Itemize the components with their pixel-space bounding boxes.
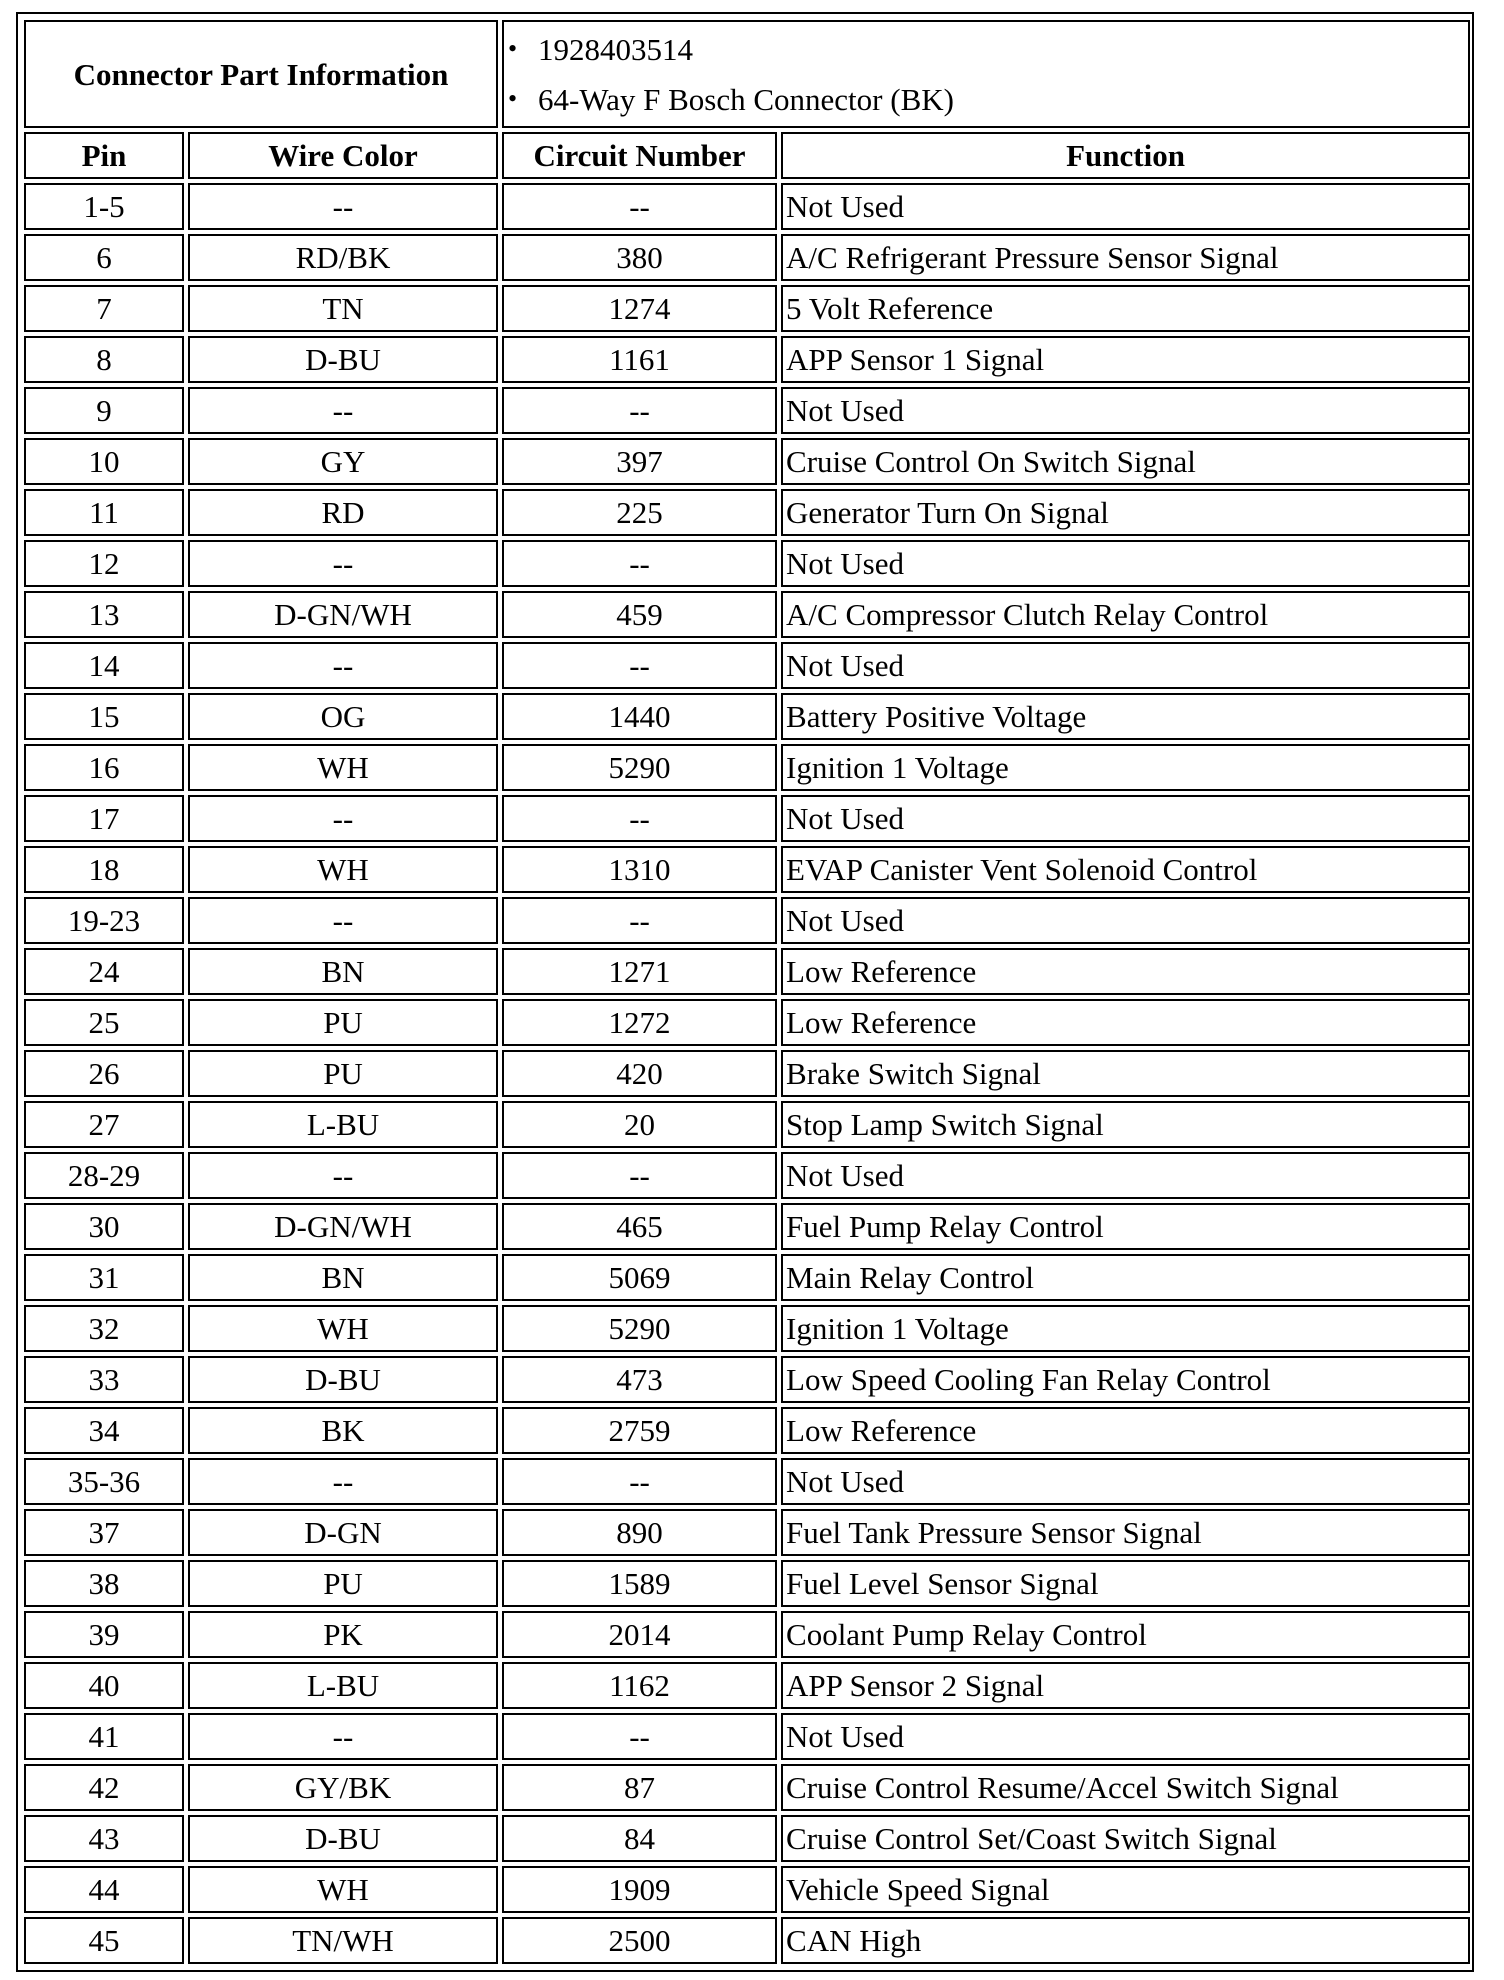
circuit-number-cell: 225	[502, 489, 777, 536]
circuit-number-cell: --	[502, 642, 777, 689]
table-row	[24, 846, 1470, 893]
connector-info-row	[24, 20, 1470, 128]
table-row	[24, 591, 1470, 638]
wire-color-cell: --	[188, 642, 498, 689]
pin-cell: 33	[24, 1356, 184, 1403]
wire-color-cell: WH	[188, 1305, 498, 1352]
pin-cell: 12	[24, 540, 184, 587]
pin-cell: 26	[24, 1050, 184, 1097]
table-row	[24, 336, 1470, 383]
circuit-number-cell: --	[502, 1458, 777, 1505]
wire-color-cell: --	[188, 1713, 498, 1760]
circuit-number-cell: --	[502, 1152, 777, 1199]
pin-cell: 16	[24, 744, 184, 791]
circuit-number-cell: 84	[502, 1815, 777, 1862]
wire-color-cell: PU	[188, 1050, 498, 1097]
circuit-number-cell: 1162	[502, 1662, 777, 1709]
wire-color-cell: WH	[188, 846, 498, 893]
pin-cell: 14	[24, 642, 184, 689]
pin-cell: 43	[24, 1815, 184, 1862]
wire-color-cell: --	[188, 897, 498, 944]
wire-color-cell: GY	[188, 438, 498, 485]
circuit-number-cell: 380	[502, 234, 777, 281]
circuit-number-cell: 1909	[502, 1866, 777, 1913]
connector-info-item	[508, 74, 1464, 124]
circuit-number-cell: 1161	[502, 336, 777, 383]
pinout-table	[20, 16, 1474, 1968]
function-cell: Cruise Control On Switch Signal	[781, 438, 1470, 485]
circuit-number-cell: 397	[502, 438, 777, 485]
wire-color-cell: L-BU	[188, 1101, 498, 1148]
pin-cell: 10	[24, 438, 184, 485]
circuit-number-cell: 473	[502, 1356, 777, 1403]
table-row	[24, 948, 1470, 995]
wire-color-cell: BK	[188, 1407, 498, 1454]
bullet-icon: •	[508, 34, 518, 63]
wire-color-cell: --	[188, 183, 498, 230]
table-row	[24, 234, 1470, 281]
circuit-number-cell: 5290	[502, 1305, 777, 1352]
column-header-circuit-number: Circuit Number	[502, 132, 777, 179]
table-row	[24, 1662, 1470, 1709]
circuit-number-cell: 87	[502, 1764, 777, 1811]
table-row	[24, 1815, 1470, 1862]
wire-color-cell: --	[188, 1458, 498, 1505]
pin-cell: 13	[24, 591, 184, 638]
pin-cell: 40	[24, 1662, 184, 1709]
circuit-number-cell: --	[502, 795, 777, 842]
wire-color-cell: OG	[188, 693, 498, 740]
wire-color-cell: WH	[188, 744, 498, 791]
circuit-number-cell: 890	[502, 1509, 777, 1556]
connector-part-number: 1928403514	[538, 31, 694, 67]
circuit-number-cell: 1310	[502, 846, 777, 893]
table-row	[24, 1917, 1470, 1964]
circuit-number-cell: --	[502, 387, 777, 434]
wire-color-cell: --	[188, 540, 498, 587]
wire-color-cell: D-BU	[188, 336, 498, 383]
pin-cell: 31	[24, 1254, 184, 1301]
wire-color-cell: --	[188, 387, 498, 434]
function-cell: Vehicle Speed Signal	[781, 1866, 1470, 1913]
pin-cell: 18	[24, 846, 184, 893]
function-cell: Generator Turn On Signal	[781, 489, 1470, 536]
pin-cell: 45	[24, 1917, 184, 1964]
table-row	[24, 1764, 1470, 1811]
circuit-number-cell: 1440	[502, 693, 777, 740]
circuit-number-cell: 1274	[502, 285, 777, 332]
function-cell: Brake Switch Signal	[781, 1050, 1470, 1097]
wire-color-cell: D-GN	[188, 1509, 498, 1556]
circuit-number-cell: 20	[502, 1101, 777, 1148]
table-row	[24, 897, 1470, 944]
circuit-number-cell: 5069	[502, 1254, 777, 1301]
table-row	[24, 1254, 1470, 1301]
wire-color-cell: BN	[188, 948, 498, 995]
function-cell: Main Relay Control	[781, 1254, 1470, 1301]
function-cell: Coolant Pump Relay Control	[781, 1611, 1470, 1658]
function-cell: Not Used	[781, 795, 1470, 842]
pin-cell: 8	[24, 336, 184, 383]
table-row	[24, 1356, 1470, 1403]
wire-color-cell: PU	[188, 1560, 498, 1607]
column-header-wire-color: Wire Color	[188, 132, 498, 179]
pin-cell: 44	[24, 1866, 184, 1913]
wire-color-cell: --	[188, 795, 498, 842]
table-row	[24, 1713, 1470, 1760]
pin-cell: 39	[24, 1611, 184, 1658]
connector-info-list	[502, 20, 1470, 128]
pin-cell: 9	[24, 387, 184, 434]
table-row	[24, 489, 1470, 536]
function-cell: Low Reference	[781, 999, 1470, 1046]
circuit-number-cell: --	[502, 1713, 777, 1760]
pin-cell: 15	[24, 693, 184, 740]
wire-color-cell: BN	[188, 1254, 498, 1301]
circuit-number-cell: 2014	[502, 1611, 777, 1658]
table-row	[24, 1203, 1470, 1250]
wire-color-cell: PK	[188, 1611, 498, 1658]
function-cell: A/C Compressor Clutch Relay Control	[781, 591, 1470, 638]
column-header-pin: Pin	[24, 132, 184, 179]
table-row	[24, 1458, 1470, 1505]
circuit-number-cell: 420	[502, 1050, 777, 1097]
function-cell: A/C Refrigerant Pressure Sensor Signal	[781, 234, 1470, 281]
function-cell: Ignition 1 Voltage	[781, 1305, 1470, 1352]
circuit-number-cell: 1271	[502, 948, 777, 995]
pin-cell: 27	[24, 1101, 184, 1148]
pin-cell: 25	[24, 999, 184, 1046]
connector-info-label: Connector Part Information	[24, 20, 498, 128]
function-cell: Ignition 1 Voltage	[781, 744, 1470, 791]
pin-cell: 42	[24, 1764, 184, 1811]
function-cell: Cruise Control Set/Coast Switch Signal	[781, 1815, 1470, 1862]
circuit-number-cell: --	[502, 897, 777, 944]
pin-cell: 37	[24, 1509, 184, 1556]
pin-cell: 30	[24, 1203, 184, 1250]
table-row	[24, 438, 1470, 485]
table-row	[24, 744, 1470, 791]
wire-color-cell: D-GN/WH	[188, 1203, 498, 1250]
circuit-number-cell: 465	[502, 1203, 777, 1250]
pin-cell: 6	[24, 234, 184, 281]
circuit-number-cell: 5290	[502, 744, 777, 791]
table-row	[24, 1509, 1470, 1556]
circuit-number-cell: 1589	[502, 1560, 777, 1607]
function-cell: APP Sensor 2 Signal	[781, 1662, 1470, 1709]
pinout-document	[16, 12, 1474, 1972]
table-row	[24, 795, 1470, 842]
table-row	[24, 1152, 1470, 1199]
pin-cell: 7	[24, 285, 184, 332]
table-row	[24, 1050, 1470, 1097]
wire-color-cell: PU	[188, 999, 498, 1046]
table-row	[24, 540, 1470, 587]
column-header-function: Function	[781, 132, 1470, 179]
table-row	[24, 387, 1470, 434]
wire-color-cell: D-GN/WH	[188, 591, 498, 638]
function-cell: Low Speed Cooling Fan Relay Control	[781, 1356, 1470, 1403]
function-cell: Not Used	[781, 540, 1470, 587]
function-cell: EVAP Canister Vent Solenoid Control	[781, 846, 1470, 893]
table-row	[24, 999, 1470, 1046]
wire-color-cell: TN/WH	[188, 1917, 498, 1964]
pin-cell: 34	[24, 1407, 184, 1454]
function-cell: Fuel Level Sensor Signal	[781, 1560, 1470, 1607]
pin-cell: 38	[24, 1560, 184, 1607]
table-row	[24, 285, 1470, 332]
wire-color-cell: TN	[188, 285, 498, 332]
table-row	[24, 642, 1470, 689]
circuit-number-cell: 2500	[502, 1917, 777, 1964]
pin-cell: 41	[24, 1713, 184, 1760]
circuit-number-cell: --	[502, 183, 777, 230]
pin-cell: 19-23	[24, 897, 184, 944]
wire-color-cell: RD	[188, 489, 498, 536]
table-row	[24, 1305, 1470, 1352]
wire-color-cell: GY/BK	[188, 1764, 498, 1811]
wire-color-cell: WH	[188, 1866, 498, 1913]
pin-cell: 17	[24, 795, 184, 842]
pin-cell: 35-36	[24, 1458, 184, 1505]
table-header-row	[24, 132, 1470, 179]
pin-cell: 28-29	[24, 1152, 184, 1199]
circuit-number-cell: 459	[502, 591, 777, 638]
pin-cell: 1-5	[24, 183, 184, 230]
table-row	[24, 693, 1470, 740]
table-row	[24, 1407, 1470, 1454]
function-cell: 5 Volt Reference	[781, 285, 1470, 332]
table-row	[24, 1866, 1470, 1913]
table-row	[24, 183, 1470, 230]
function-cell: Not Used	[781, 183, 1470, 230]
table-row	[24, 1611, 1470, 1658]
function-cell: Not Used	[781, 1458, 1470, 1505]
function-cell: Stop Lamp Switch Signal	[781, 1101, 1470, 1148]
wire-color-cell: D-BU	[188, 1815, 498, 1862]
function-cell: Low Reference	[781, 1407, 1470, 1454]
connector-description: 64-Way F Bosch Connector (BK)	[538, 81, 954, 117]
function-cell: Not Used	[781, 642, 1470, 689]
wire-color-cell: RD/BK	[188, 234, 498, 281]
function-cell: CAN High	[781, 1917, 1470, 1964]
function-cell: Not Used	[781, 897, 1470, 944]
function-cell: Fuel Tank Pressure Sensor Signal	[781, 1509, 1470, 1556]
circuit-number-cell: --	[502, 540, 777, 587]
wire-color-cell: --	[188, 1152, 498, 1199]
wire-color-cell: D-BU	[188, 1356, 498, 1403]
connector-info-item	[508, 24, 1464, 74]
function-cell: Not Used	[781, 1713, 1470, 1760]
function-cell: Battery Positive Voltage	[781, 693, 1470, 740]
bullet-icon: •	[508, 84, 518, 113]
function-cell: Fuel Pump Relay Control	[781, 1203, 1470, 1250]
function-cell: Not Used	[781, 1152, 1470, 1199]
table-row	[24, 1560, 1470, 1607]
pin-cell: 11	[24, 489, 184, 536]
table-row	[24, 1101, 1470, 1148]
function-cell: APP Sensor 1 Signal	[781, 336, 1470, 383]
wire-color-cell: L-BU	[188, 1662, 498, 1709]
pin-cell: 32	[24, 1305, 184, 1352]
function-cell: Not Used	[781, 387, 1470, 434]
circuit-number-cell: 2759	[502, 1407, 777, 1454]
function-cell: Cruise Control Resume/Accel Switch Signal	[781, 1764, 1470, 1811]
function-cell: Low Reference	[781, 948, 1470, 995]
pin-cell: 24	[24, 948, 184, 995]
circuit-number-cell: 1272	[502, 999, 777, 1046]
